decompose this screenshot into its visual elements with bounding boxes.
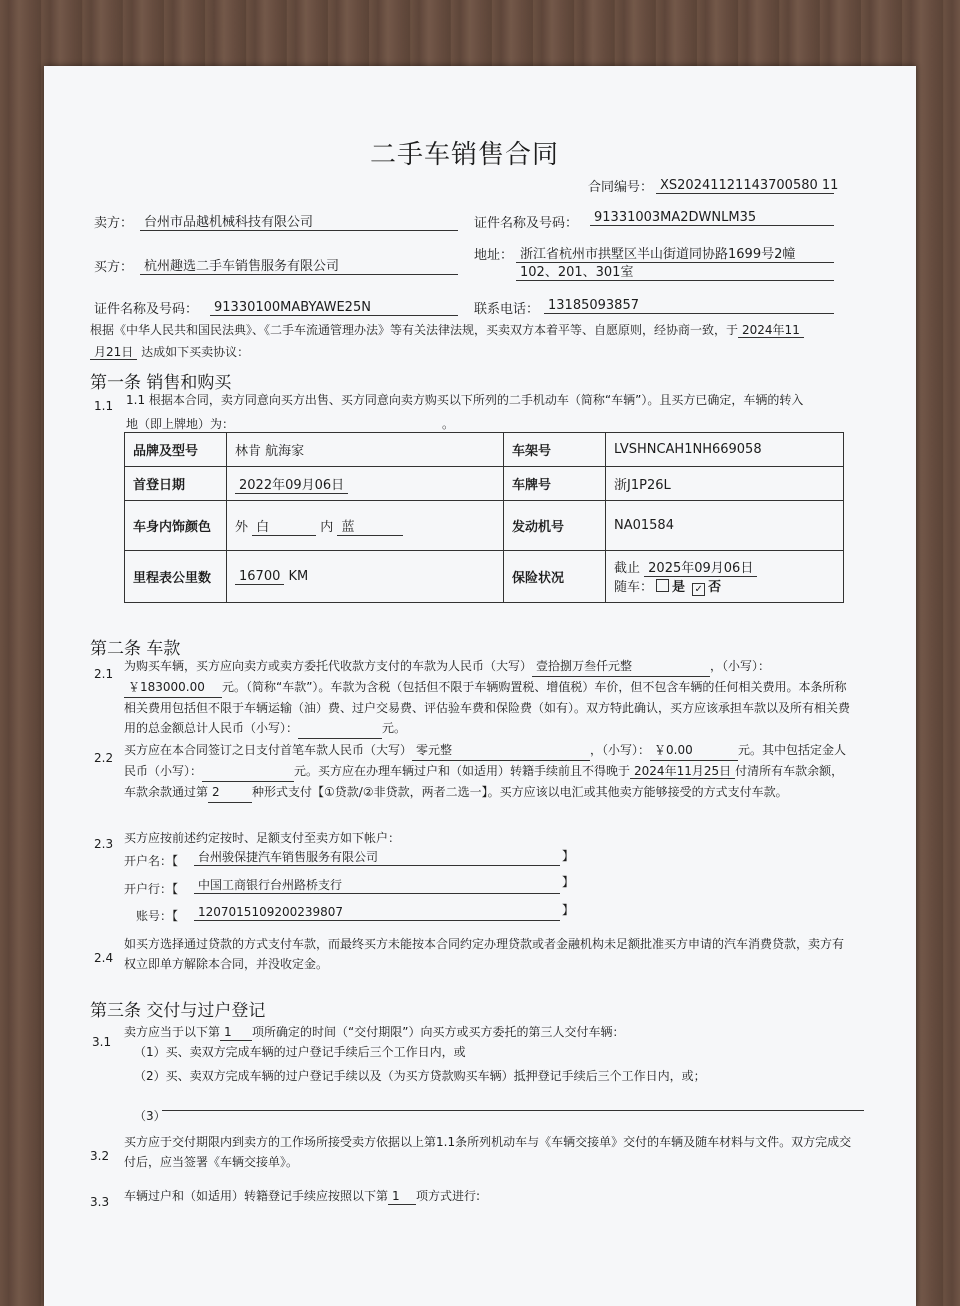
contract-no-label: 合同编号： [588, 180, 654, 195]
insurance-label: 保险状况 [504, 551, 606, 603]
s22-num: 2.2 [94, 751, 114, 765]
account-bank: 中国工商银行台州路桥支行 [194, 878, 560, 894]
seller-name: 台州市品越机械科技有限公司 [140, 215, 458, 231]
reg-date-label: 首登日期 [125, 467, 227, 501]
address-line-1: 浙江省杭州市拱墅区半山街道同协路1699号2幢 [516, 247, 834, 263]
buyer-cert-label: 证件名称及号码： [94, 302, 199, 317]
s31-option-3: （3） [134, 1109, 166, 1123]
s23-text: 买方应按前述约定按时、足额支付至卖方如下帐户： [124, 831, 401, 845]
brand-value: 林肯 航海家 [227, 433, 504, 467]
brand-label: 品牌及型号 [125, 433, 227, 467]
phone: 13185093857 [544, 298, 834, 314]
color-label: 车身内饰颜色 [125, 501, 227, 551]
account-bank-label: 开户行：【 [124, 882, 179, 896]
s24-num: 2.4 [94, 951, 114, 965]
vin-label: 车架号 [504, 433, 606, 467]
account-name: 台州骏保捷汽车销售服务有限公司 [194, 850, 560, 866]
insurance-cell: 截止 2025年09月06日 随车： 是 ✓ 否 [606, 551, 844, 603]
s33-text: 车辆过户和（如适用）转籍登记手续应按照以下第 1 项方式进行: [124, 1189, 481, 1203]
seller-cert-label: 证件名称及号码： [474, 216, 579, 231]
s31-option-3-blank [162, 1110, 864, 1111]
mileage-label: 里程表公里数 [125, 551, 227, 603]
vin-value: LVSHNCAH1NH669058 [606, 433, 844, 467]
contract-no: XS20241121143700580 11 [656, 178, 834, 194]
article-1-title: 第一条 销售和购买 [90, 373, 232, 393]
engine-value: NA01584 [606, 501, 844, 551]
preamble-text-2: 月21日 达成如下买卖协议： [90, 344, 249, 360]
plate-label: 车牌号 [504, 467, 606, 501]
s24-text: 如买方选择通过贷款的方式支付车款，而最终买方未能按本合同约定办理贷款或者金融机构未足额批准买方申请的汽车消费贷款，卖方有权立即单方解除本合同，并没收定金。 [124, 937, 845, 971]
account-no: 1207015109200239807 [194, 905, 560, 921]
bracket-close-2: 】 [562, 875, 575, 889]
s11-num: 1.1 [94, 399, 114, 413]
preamble-text: 根据《中华人民共和国民法典》、《二手车流通管理办法》等有关法律法规，买卖双方本着平等、自愿原则，经协商一致，于 2024年11 [90, 322, 804, 338]
color-cell: 外 白 内 蓝 [227, 501, 504, 551]
checkbox-empty-icon [656, 579, 669, 592]
mileage-cell: 16700 KM [227, 551, 504, 603]
article-3-title: 第三条 交付与过户登记 [90, 1001, 266, 1021]
buyer-cert: 91330100MABYAWE25N [210, 300, 458, 316]
s32-text: 买方应于交付期限内到卖方的工作场所接受卖方依据以上第1.1条所列机动车与《车辆交接单》交付的车辆及随车材料与文件。双方完成交付后，应当签署《车辆交接单》。 [124, 1135, 852, 1169]
s11-text: 1.1 根据本合同，卖方同意向买方出售、买方同意向卖方购买以下所列的二手机动车（简称“车辆”）。且买方已确定，车辆的转入 [126, 393, 804, 407]
bracket-close-3: 】 [562, 903, 575, 917]
article-2-title: 第二条 车款 [90, 639, 181, 659]
buyer-label: 买方： [94, 260, 134, 275]
s21-text: 为购买车辆，买方应向卖方或卖方委托代收款方支付的车款为人民币（大写） 壹拾捌万叁仟元整 ，（小写）： ￥183000.00 元。（简称“车款”）。车款为含税（包括但不限于车辆购置税、增值税）车价，但不包含车辆的任何相关费用。本条所称相关费用包括但不限于车辆运输（油）费、过户交易费、评估验车费和保险费（如有）。双方特此确认，买方应该承担车款以及所有相关费用的总金额总计人民币（小写）： 元。 [124, 656, 854, 739]
engine-label: 发动机号 [504, 501, 606, 551]
address-line-2: 102、201、301室 [516, 265, 834, 281]
phone-label: 联系电话： [474, 302, 540, 317]
account-name-label: 开户名：【 [124, 854, 179, 868]
s22-text: 买方应在本合同签订之日支付首笔车款人民币（大写） 零元整 ，（小写）： ￥0.00 元。其中包括定金人民币（小写）： 元。买方应在办理车辆过户和（如适用）转籍手续前且不得晚于 2024年11月25日 付清所有车款余额，车款余款通过第 2 种形式支付【①贷款/②非贷款，两者二选一】。买方应该以电汇或其他卖方能够接受的方式支付车款。 [124, 740, 854, 803]
checkbox-checked-icon: ✓ [692, 583, 705, 596]
s31-text: 卖方应当于以下第 1 项所确定的时间（“交付期限”）向买方或买方委托的第三人交付车辆： [124, 1025, 625, 1039]
contract-page [44, 66, 916, 1306]
s31-num: 3.1 [92, 1035, 112, 1049]
s21-num: 2.1 [94, 667, 114, 681]
s31-option-2: （2）买、卖双方完成车辆的过户登记手续以及（为买方贷款购买车辆）抵押登记手续后三个工作日内，或； [134, 1069, 706, 1083]
plate-value: 浙J1P26L [606, 467, 844, 501]
s11-text-2: 地（即上牌地）为： 。 [126, 417, 455, 431]
account-no-label: 账号：【 [136, 909, 179, 923]
bracket-close-1: 】 [562, 849, 575, 863]
buyer-name: 杭州趣选二手车销售服务有限公司 [140, 259, 458, 275]
address-label: 地址： [474, 248, 514, 263]
s23-num: 2.3 [94, 837, 114, 851]
s32-num: 3.2 [90, 1149, 110, 1163]
seller-label: 卖方： [94, 216, 134, 231]
s33-num: 3.3 [90, 1195, 110, 1209]
vehicle-table [124, 432, 844, 603]
reg-date-cell: 2022年09月06日 [227, 467, 504, 501]
seller-cert: 91331003MA2DWNLM35 [590, 210, 834, 226]
page-title: 二手车销售合同 [370, 140, 560, 170]
s31-option-1: （1）买、卖双方完成车辆的过户登记手续后三个工作日内，或 [134, 1045, 466, 1059]
